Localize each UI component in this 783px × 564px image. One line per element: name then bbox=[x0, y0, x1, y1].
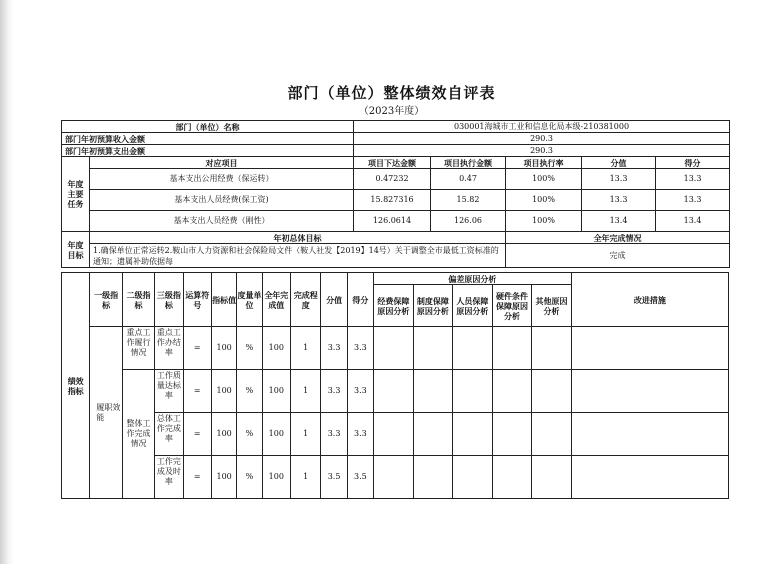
perf-reason-other-cell bbox=[532, 413, 572, 456]
expense-row bbox=[62, 145, 730, 157]
goals-initial-text: 1.确保单位正常运转2.鞍山市人力资源和社会保险局文件（鞍人社发【2019】14号）关于调整全市最低工资标准的通知；遗属补助依据每 bbox=[93, 246, 499, 266]
perf-header-reason-funding: 经费保障原因分析 bbox=[374, 285, 414, 327]
unit-name-row bbox=[62, 121, 730, 133]
perf-operator: = bbox=[183, 456, 211, 499]
tasks-header-rate: 项目执行率 bbox=[506, 157, 582, 169]
perf-row bbox=[62, 456, 729, 499]
perf-operator: = bbox=[183, 413, 211, 456]
perf-degree: 1 bbox=[291, 370, 321, 413]
task-executed: 15.82 bbox=[431, 190, 506, 211]
perf-reason-system-cell bbox=[413, 370, 453, 413]
perf-reason-other-cell bbox=[532, 370, 572, 413]
perf-header-reason-system: 制度保障原因分析 bbox=[413, 285, 453, 327]
perf-score: 3.3 bbox=[347, 413, 373, 456]
perf-reason-staff-cell bbox=[453, 327, 493, 370]
task-issued: 0.47232 bbox=[354, 169, 431, 190]
perf-reason-staff-cell bbox=[453, 413, 493, 456]
task-issued: 126.0614 bbox=[354, 211, 431, 232]
perf-header-actual: 全年完成值 bbox=[262, 273, 290, 327]
perf-unit: % bbox=[237, 456, 262, 499]
task-row bbox=[62, 190, 730, 211]
summary-table bbox=[61, 120, 730, 268]
perf-reason-other-cell bbox=[532, 456, 572, 499]
perf-level2-group: 重点工作履行情况 bbox=[126, 328, 151, 357]
tasks-header-issued: 项目下达金额 bbox=[354, 157, 431, 169]
perf-header-reason-staff: 人员保障原因分析 bbox=[453, 285, 493, 327]
perf-degree: 1 bbox=[291, 327, 321, 370]
perf-header-level3: 三级指标 bbox=[155, 273, 183, 327]
perf-header-score: 得分 bbox=[347, 273, 373, 327]
perf-target: 100 bbox=[211, 370, 236, 413]
perf-degree: 1 bbox=[291, 456, 321, 499]
income-label: 部门年初预算收入金额 bbox=[62, 133, 354, 145]
goals-initial-header: 年初总体目标 bbox=[90, 232, 506, 244]
perf-score: 3.3 bbox=[347, 327, 373, 370]
perf-actual: 100 bbox=[262, 456, 290, 499]
tasks-header-executed: 项目执行金额 bbox=[431, 157, 506, 169]
perf-target: 100 bbox=[211, 327, 236, 370]
perf-score-value: 3.3 bbox=[321, 413, 347, 456]
task-score: 13.3 bbox=[656, 169, 730, 190]
unit-name-value: 030001海城市工业和信息化局本级-210381000 bbox=[354, 121, 730, 133]
perf-score: 3.5 bbox=[347, 456, 373, 499]
perf-level1: 履职效能 bbox=[90, 327, 122, 499]
perf-header-level2: 二级指标 bbox=[122, 273, 154, 327]
perf-reason-system-cell bbox=[413, 327, 453, 370]
page-subtitle-year: （2023年度） bbox=[358, 106, 425, 117]
perf-operator: = bbox=[183, 327, 211, 370]
perf-actual: 100 bbox=[262, 327, 290, 370]
tasks-section-label: 年度 主要 任务 bbox=[62, 157, 90, 232]
perf-reason-staff-cell bbox=[453, 370, 493, 413]
perf-improvement-cell bbox=[571, 413, 728, 456]
perf-reason-system-cell bbox=[413, 456, 453, 499]
task-score: 13.4 bbox=[656, 211, 730, 232]
perf-operator: = bbox=[183, 370, 211, 413]
perf-actual: 100 bbox=[262, 413, 290, 456]
expense-value: 290.3 bbox=[354, 145, 730, 157]
perf-score: 3.3 bbox=[347, 370, 373, 413]
perf-target: 100 bbox=[211, 456, 236, 499]
perf-improvement-cell bbox=[571, 327, 728, 370]
task-score-value: 13.3 bbox=[582, 190, 656, 211]
income-row bbox=[62, 133, 730, 145]
task-row bbox=[62, 169, 730, 190]
task-score-value: 13.4 bbox=[582, 211, 656, 232]
income-value: 290.3 bbox=[354, 133, 730, 145]
perf-unit: % bbox=[237, 370, 262, 413]
perf-header-improvement: 改进措施 bbox=[571, 273, 728, 327]
perf-section-label: 绩效 指标 bbox=[62, 273, 90, 499]
perf-header-operator: 运算符号 bbox=[183, 273, 211, 327]
goals-content-row bbox=[62, 244, 730, 268]
tasks-header-score: 得分 bbox=[656, 157, 730, 169]
perf-degree: 1 bbox=[291, 413, 321, 456]
tasks-header-row bbox=[62, 157, 730, 169]
perf-header-deviation: 偏差原因分析 bbox=[374, 273, 572, 285]
perf-level3: 总体工作完成率 bbox=[156, 414, 181, 443]
expense-label: 部门年初预算支出金额 bbox=[62, 145, 354, 157]
task-executed: 126.06 bbox=[431, 211, 506, 232]
task-name: 基本支出人员经费（刚性） bbox=[90, 211, 354, 232]
perf-score-value: 3.5 bbox=[321, 456, 347, 499]
perf-reason-funding-cell bbox=[374, 413, 414, 456]
task-score: 13.3 bbox=[656, 190, 730, 211]
perf-header-score-value: 分值 bbox=[321, 273, 347, 327]
goals-completion-text: 完成 bbox=[506, 244, 730, 268]
perf-reason-hardware-cell bbox=[492, 456, 532, 499]
goals-completion-header: 全年完成情况 bbox=[506, 232, 730, 244]
perf-unit: % bbox=[237, 413, 262, 456]
unit-name-label: 部门（单位）名称 bbox=[62, 121, 354, 133]
perf-reason-staff-cell bbox=[453, 456, 493, 499]
performance-table bbox=[61, 272, 729, 499]
task-rate: 100% bbox=[506, 190, 582, 211]
perf-header-reason-hardware: 硬件条件保障原因分析 bbox=[492, 285, 532, 327]
tasks-header-score-value: 分值 bbox=[582, 157, 656, 169]
perf-header-indicator-value: 指标值 bbox=[211, 273, 236, 327]
perf-row bbox=[62, 413, 729, 456]
perf-reason-hardware-cell bbox=[492, 413, 532, 456]
perf-header-degree: 完成程度 bbox=[291, 273, 321, 327]
task-score-value: 13.3 bbox=[582, 169, 656, 190]
goals-header-row bbox=[62, 232, 730, 244]
perf-reason-system-cell bbox=[413, 413, 453, 456]
page-title: 部门（单位）整体绩效自评表 bbox=[287, 84, 496, 102]
perf-header-reason-other: 其他原因分析 bbox=[532, 285, 572, 327]
perf-improvement-cell bbox=[571, 370, 728, 413]
task-row bbox=[62, 211, 730, 232]
perf-reason-funding-cell bbox=[374, 370, 414, 413]
perf-row bbox=[62, 370, 729, 413]
perf-improvement-cell bbox=[571, 456, 728, 499]
task-rate: 100% bbox=[506, 169, 582, 190]
perf-header-row-1 bbox=[62, 273, 729, 285]
task-issued: 15.827316 bbox=[354, 190, 431, 211]
perf-reason-funding-cell bbox=[374, 327, 414, 370]
perf-row bbox=[62, 327, 729, 370]
perf-reason-hardware-cell bbox=[492, 327, 532, 370]
perf-actual: 100 bbox=[262, 370, 290, 413]
task-rate: 100% bbox=[506, 211, 582, 232]
perf-score-value: 3.3 bbox=[321, 327, 347, 370]
task-name: 基本支出人员经费(保工资) bbox=[90, 190, 354, 211]
perf-unit: % bbox=[237, 327, 262, 370]
task-name: 基本支出公用经费（保运转） bbox=[90, 169, 354, 190]
perf-level2-group: 整体工作完成情况 bbox=[126, 419, 151, 448]
perf-reason-other-cell bbox=[532, 327, 572, 370]
goals-section-label: 年度 目标 bbox=[62, 232, 90, 268]
perf-level3: 工作质量达标率 bbox=[156, 371, 181, 400]
perf-reason-funding-cell bbox=[374, 456, 414, 499]
tasks-header-project: 对应项目 bbox=[90, 157, 354, 169]
task-executed: 0.47 bbox=[431, 169, 506, 190]
perf-reason-hardware-cell bbox=[492, 370, 532, 413]
perf-target: 100 bbox=[211, 413, 236, 456]
perf-score-value: 3.3 bbox=[321, 370, 347, 413]
perf-header-unit: 度量单位 bbox=[237, 273, 262, 327]
perf-header-level1: 一级指标 bbox=[90, 273, 122, 327]
perf-level3: 重点工作办结率 bbox=[156, 328, 181, 357]
perf-level3: 工作完成及时率 bbox=[156, 457, 181, 486]
